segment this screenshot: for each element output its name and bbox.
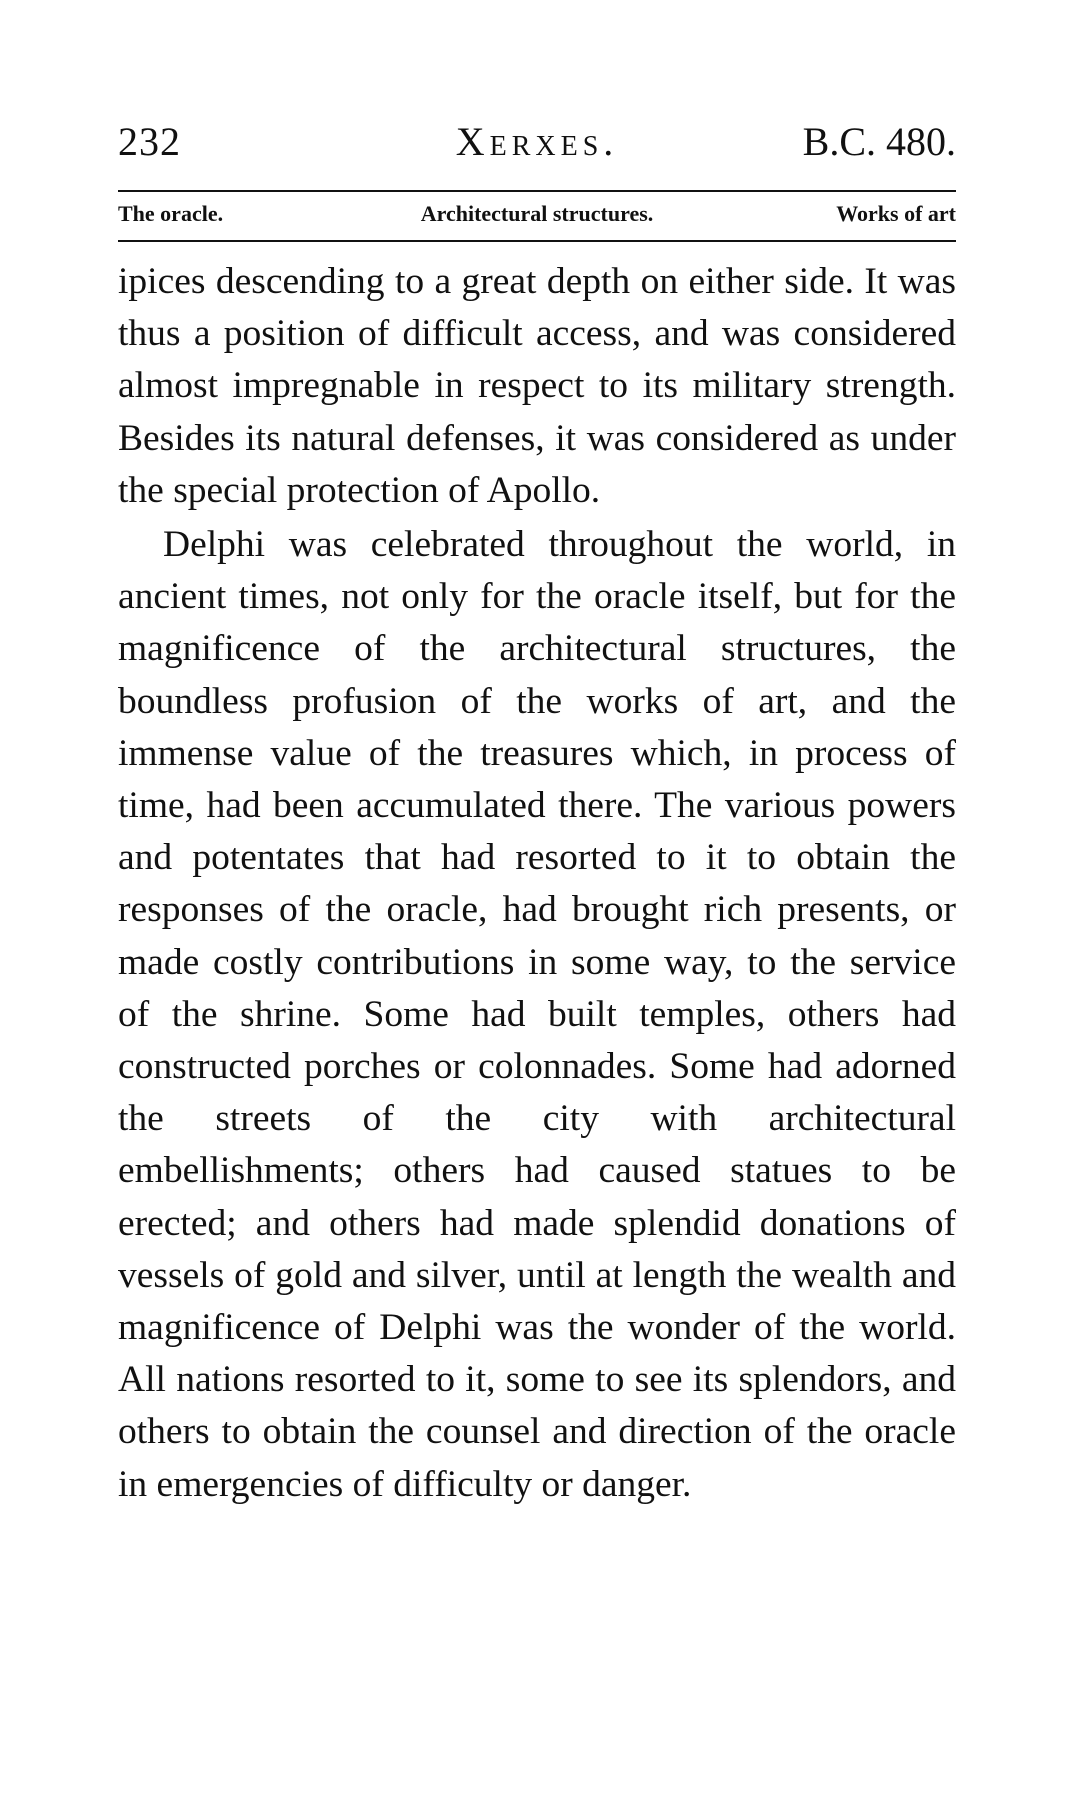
sidenote-bar	[118, 201, 956, 233]
running-date: B.C. 480.	[802, 119, 956, 164]
running-title: Xerxes.	[455, 119, 619, 164]
header-rule-bottom	[118, 240, 956, 242]
header-rule-top	[118, 190, 956, 192]
sidenote-right: Works of art	[836, 201, 956, 226]
sidenote-left: The oracle.	[118, 201, 224, 226]
page-number: 232	[118, 119, 181, 164]
paragraph: ipices descending to a great depth on either side. It was thus a position of difficult access, and was considered almost impregnable in respect to its military strength. Besides its natural defenses, it was considered as under the special protection of Apollo.	[118, 261, 956, 511]
running-head	[118, 118, 956, 178]
sidenote-center: Architectural structures.	[420, 201, 654, 226]
body-text	[118, 256, 956, 1511]
paragraph: Delphi was celebrated throughout the world, in ancient times, not only for the oracle itself, but for the magnificence of the architectural structures, the boundless profusion of the works of art, and the immense value of the treasures which, in process of time, had been accumulated there. The various powers and potentates that had resorted to it to obtain the responses of the oracle, had brought rich presents, or made costly contributions in some way, to the service of the shrine. Some had built temples, others had constructed porches or colonnades. Some had adorned the streets of the city with architectural embellishments; others had caused statues to be erected; and others had made splendid donations of vessels of gold and silver, until at length the wealth and magnificence of Delphi was the wonder of the world. All nations resorted to it, some to see its splendors, and others to obtain the counsel and direction of the oracle in emergencies of difficulty or danger.	[118, 524, 956, 1505]
